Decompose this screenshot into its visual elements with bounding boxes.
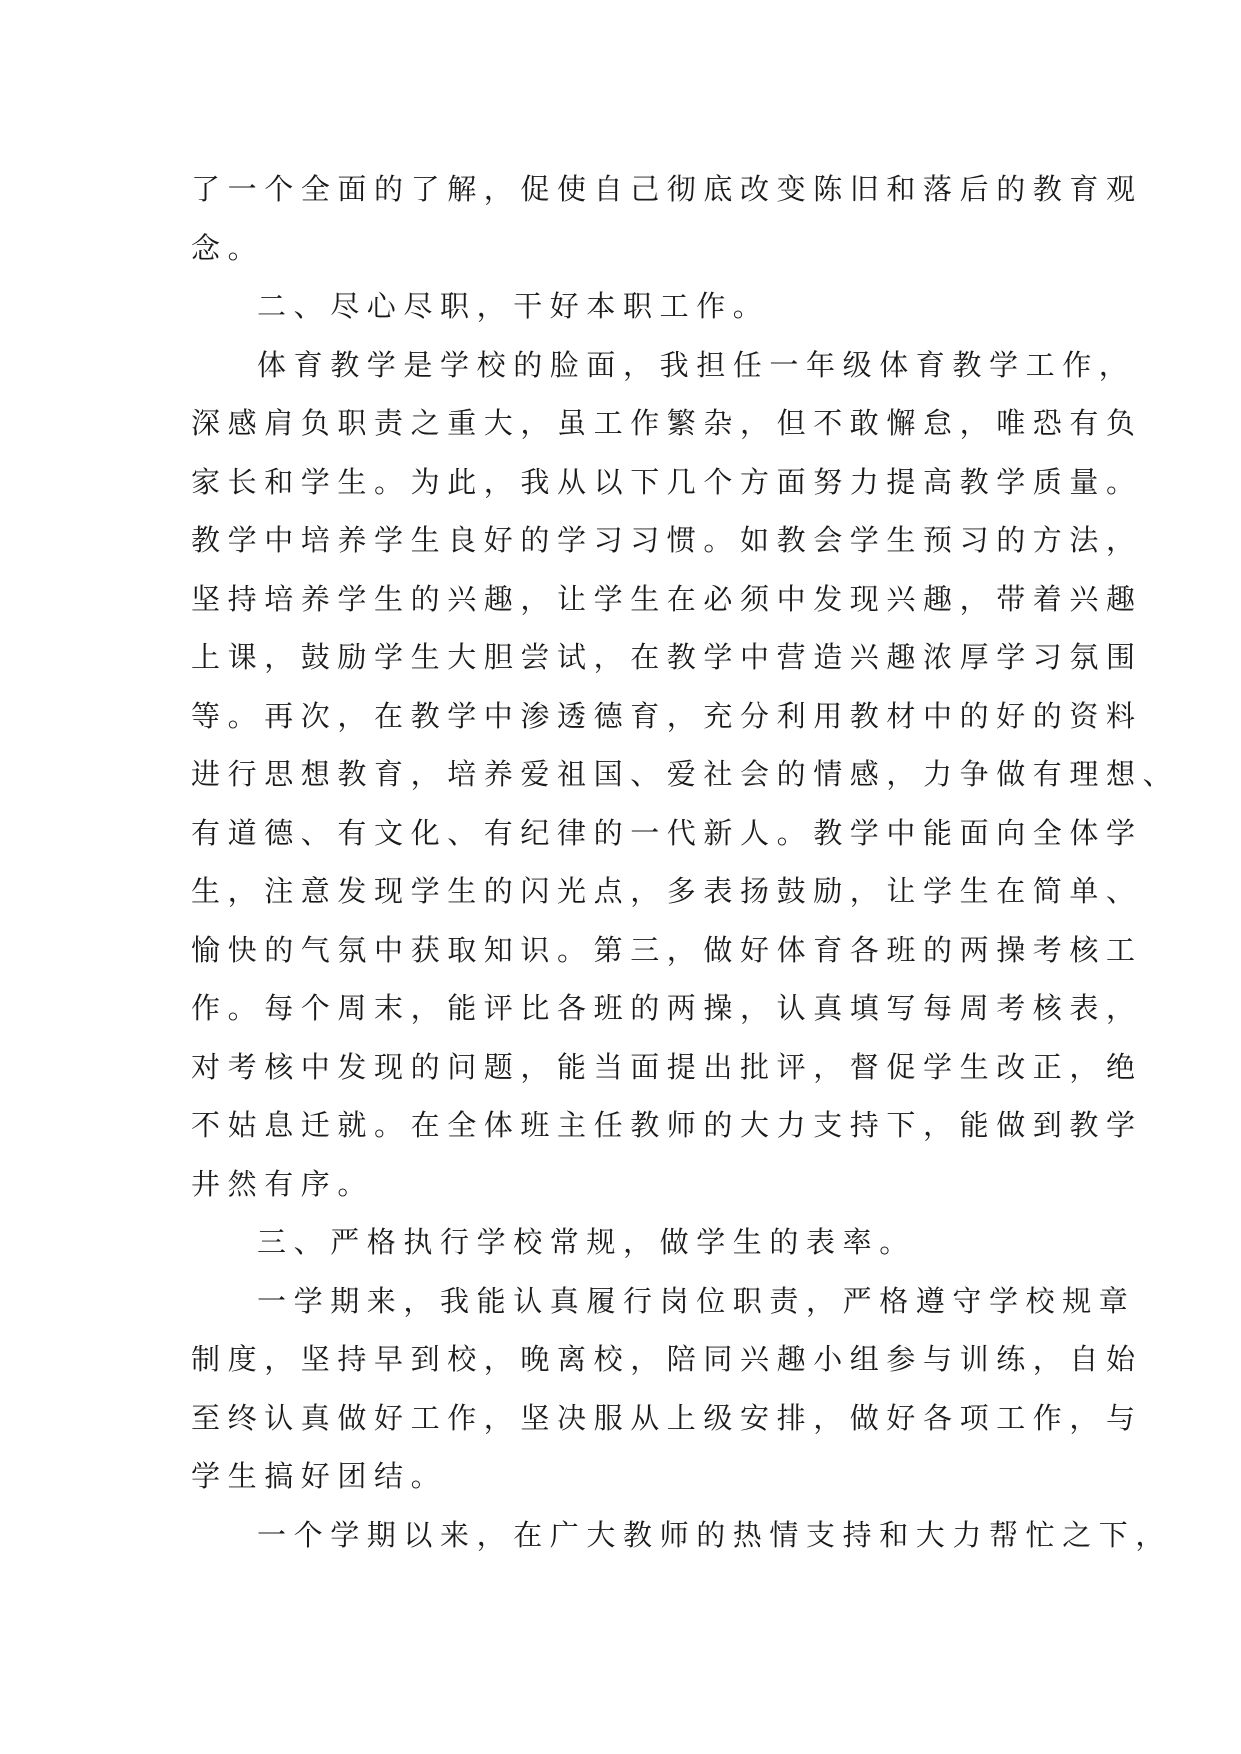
text-line: 家长和学生。为此，我从以下几个方面努力提高教学质量。 [191,464,1143,499]
text-line: 至终认真做好工作，坚决服从上级安排，做好各项工作，与 [191,1400,1143,1435]
text-line: 体育教学是学校的脸面，我担任一年级体育教学工作， [257,347,1136,382]
text-line: 念。 [191,230,265,265]
text-line: 教学中培养学生良好的学习习惯。如教会学生预习的方法， [191,523,1143,557]
text-line: 不姑息迁就。在全体班主任教师的大力支持下，能做到教学 [191,1108,1143,1142]
text-line: 有道德、有文化、有纪律的一代新人。教学中能面向全体学 [191,815,1143,850]
text-line: 坚持培养学生的兴趣，让学生在必须中发现兴趣，带着兴趣 [191,581,1143,616]
text-line: 井然有序。 [191,1166,375,1201]
text-line: 深感肩负职责之重大，虽工作繁杂，但不敢懈怠，唯恐有负 [191,406,1143,440]
text-line: 作。每个周末，能评比各班的两操，认真填写每周考核表， [191,991,1143,1025]
section-heading: 三、严格执行学校常规，做学生的表率。 [257,1225,916,1259]
text-line: 制度，坚持早到校，晚离校，陪同兴趣小组参与训练，自始 [191,1342,1143,1376]
text-line: 生，注意发现学生的闪光点，多表扬鼓励，让学生在简单、 [191,874,1143,908]
text-line: 上课，鼓励学生大胆尝试，在教学中营造兴趣浓厚学习氛围 [191,640,1143,674]
text-line: 学生搞好团结。 [191,1459,448,1493]
text-line: 愉快的气氛中获取知识。第三，做好体育各班的两操考核工 [191,932,1143,967]
text-line: 一个学期以来，在广大教师的热情支持和大力帮忙之下， [257,1517,1173,1552]
text-line: 一学期来，我能认真履行岗位职责，严格遵守学校规章 [257,1283,1136,1318]
body-text [191,160,1180,1564]
section-heading: 二、尽心尽职，干好本职工作。 [257,289,770,323]
text-line: 等。再次，在教学中渗透德育，充分利用教材中的好的资料 [191,698,1143,733]
text-line: 了一个全面的了解，促使自己彻底改变陈旧和落后的教育观 [191,172,1143,206]
text-line: 进行思想教育，培养爱祖国、爱社会的情感，力争做有理想、 [191,757,1180,791]
text-line: 对考核中发现的问题，能当面提出批评，督促学生改正，绝 [191,1049,1143,1084]
